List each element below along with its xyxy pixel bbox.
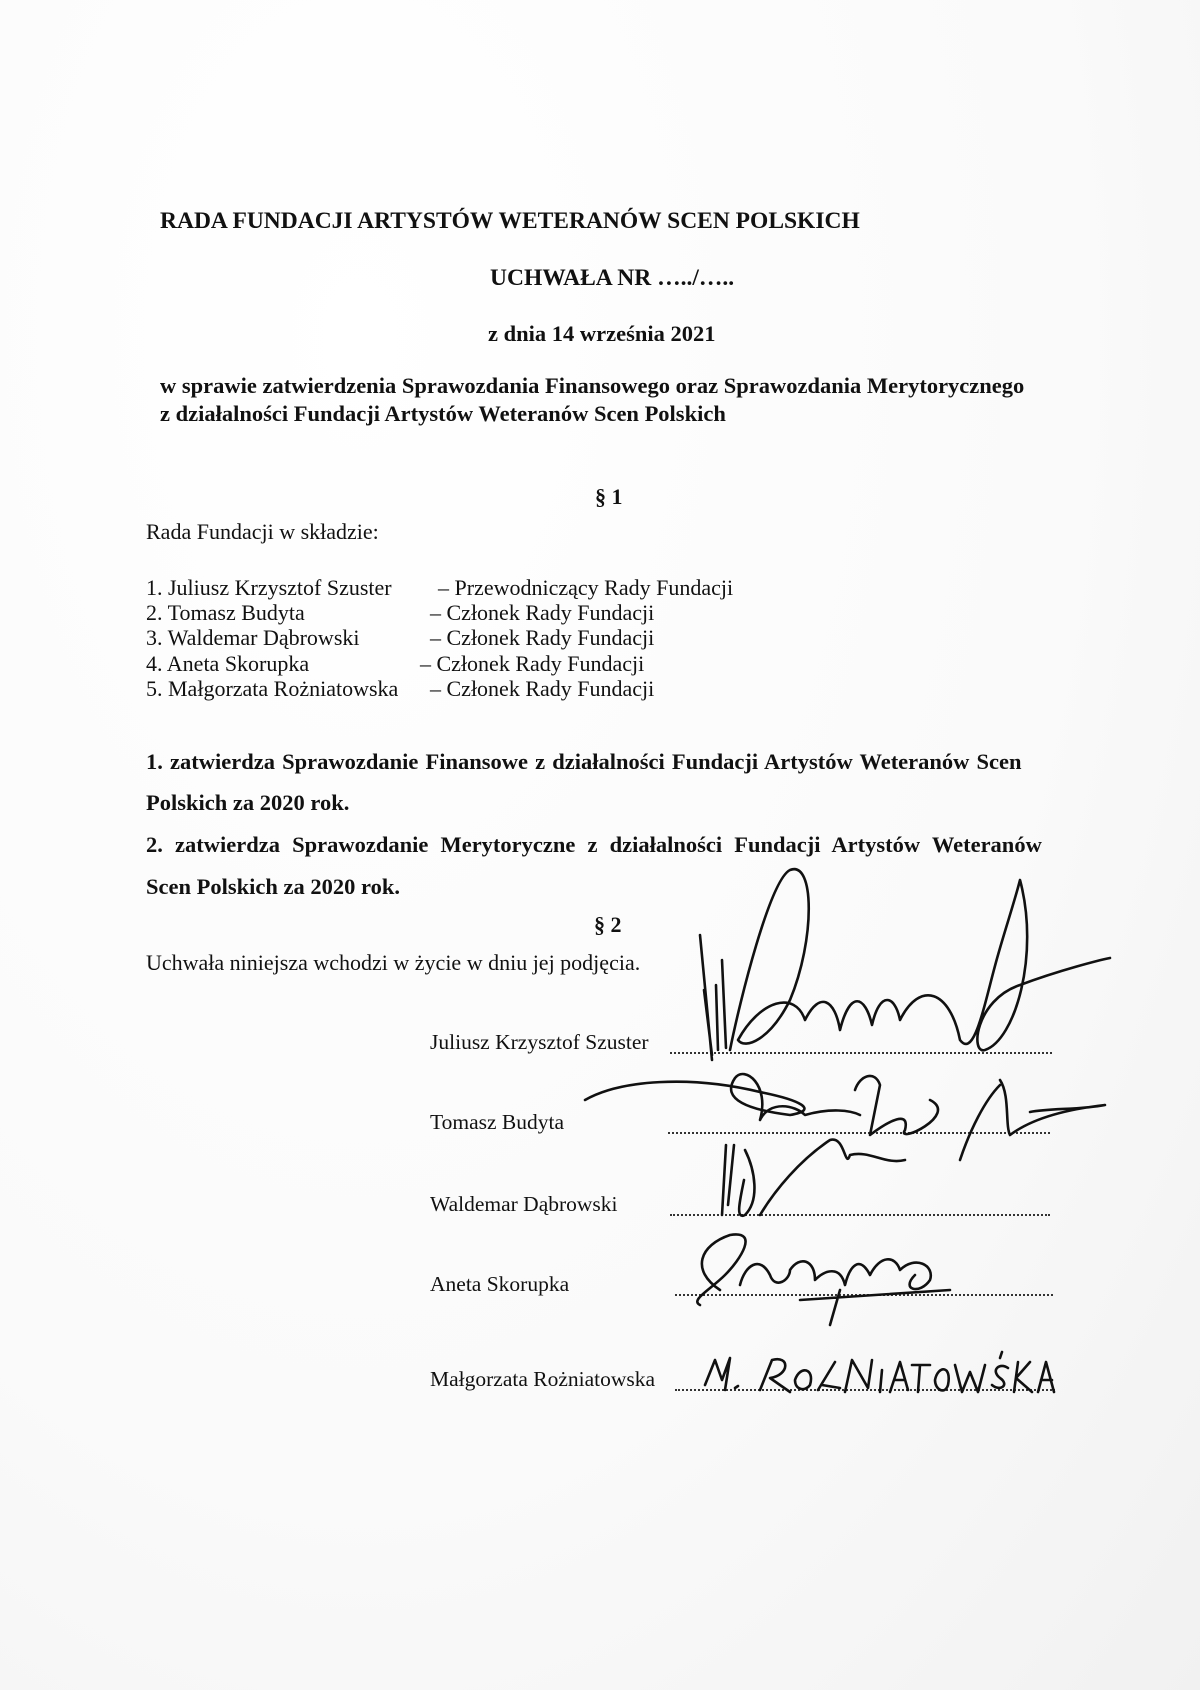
member-row [146,625,786,650]
section-2-heading: § 2 [594,912,622,937]
signature-skorupka [697,1234,950,1325]
signatory-line [430,1367,655,1392]
signature-dotted-line [675,1294,1053,1296]
signatory-name: Małgorzata Rożniatowska [430,1367,656,1391]
resolution-subject-line-1: w sprawie zatwierdzenia Sprawozdania Finansowego oraz Sprawozdania Merytorycznego [160,373,1025,398]
signature-budyta [585,1074,1105,1160]
signatory-line [430,1110,564,1135]
signatory-name: Tomasz Budyta [430,1110,565,1134]
resolution-item-2-line-1: 2. zatwierdza Sprawozdanie Merytoryczne z działalności Fundacji Artystów Weteranów [146,832,1042,857]
member-name: 1. Juliusz Krzysztof Szuster [146,575,392,600]
section-1-heading: § 1 [595,484,623,509]
signature-dotted-line [670,1052,1052,1054]
signature-rozniatowska [705,1352,1054,1392]
resolution-title: UCHWAŁA NR …../….. [490,265,735,291]
member-role: – Członek Rady Fundacji [430,600,655,626]
organization-heading: RADA FUNDACJI ARTYSTÓW WETERANÓW SCEN POLSKICH [160,208,860,234]
signature-dabrowski [722,1140,905,1216]
member-row [146,600,786,625]
signature-dotted-line [675,1389,1055,1391]
member-name: 4. Aneta Skorupka [146,650,310,676]
member-role: – Członek Rady Fundacji [430,625,655,651]
member-list [146,575,786,701]
signatory-name: Juliusz Krzysztof Szuster [430,1030,649,1054]
member-role: – Członek Rady Fundacji [420,650,645,676]
member-name: 5. Małgorzata Rożniatowska [146,675,399,701]
signatory-name: Waldemar Dąbrowski [430,1192,618,1216]
resolution-item-1-line-2: Polskich za 2020 rok. [146,790,350,815]
signatory-name: Aneta Skorupka [430,1272,570,1296]
resolution-item-1-line-1: 1. zatwierdza Sprawozdanie Finansowe z działalności Fundacji Artystów Weteranów Scen [146,749,1022,774]
signature-dotted-line [668,1132,1050,1134]
member-name: 3. Waldemar Dąbrowski [146,625,360,651]
resolution-item-2-line-2: Scen Polskich za 2020 rok. [146,874,400,899]
member-row [146,651,786,676]
signature-szuster [700,869,1110,1060]
member-role: – Przewodniczący Rady Fundacji [438,575,734,600]
member-role: – Członek Rady Fundacji [430,675,655,701]
member-name: 2. Tomasz Budyta [146,600,305,626]
signature-dotted-line [670,1214,1050,1216]
resolution-subject-line-2: z działalności Fundacji Artystów Weteranów Scen Polskich [160,401,726,426]
composition-intro: Rada Fundacji w składzie: [146,519,379,544]
signatory-line [430,1272,569,1297]
entry-into-force: Uchwała niniejsza wchodzi w życie w dniu jej podjęcia. [146,950,641,975]
member-row [146,676,786,701]
member-row [146,575,786,600]
signatory-line [430,1192,618,1217]
signatory-line [430,1030,649,1055]
resolution-date: z dnia 14 września 2021 [488,321,716,346]
